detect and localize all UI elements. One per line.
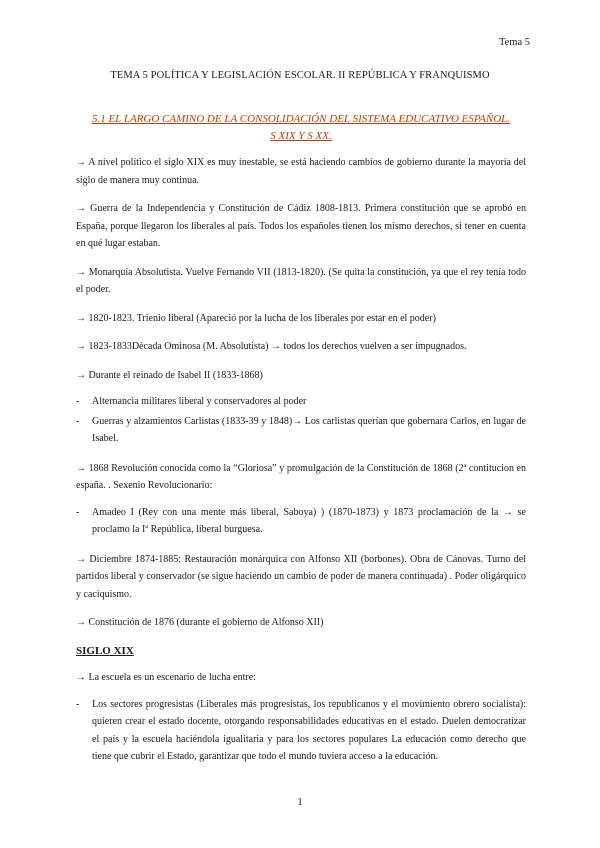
list-item: - Amadeo I (Rey con una mente más liberal, Saboya) ) (1870-1873) y 1873 proclamación de la → se proclamo la Iª República, liberal burguesa. [76, 506, 526, 535]
list-item: - Guerras y alzamientos Carlistas (1833-39 y 1848)→ Los carlistas querían que gobernara Carlos, en lugar de Isabel. [76, 415, 526, 444]
list-item: - Los sectores progresistas (Liberales más progresistas, los republicanos y el movimiento obrero socialista): quieren crear el estado docente, otorgando responsabilidades educativas en el estado. Duelen democratizar el país y la escuela haciéndola igualitaria y para los sectores populares La educación como derecho que tiene que cubrir el Estado, garantizar que todo el mundo tuviera acceso a la educación. [76, 698, 526, 762]
list-escuela [76, 696, 526, 766]
page-number: 1 [297, 796, 303, 808]
paragraph-6: → Durante el reinado de Isabel II (1833-1868) [76, 369, 263, 381]
section-title [76, 111, 526, 145]
list-item: - Alternancia militares liberal y conservadores al poder [76, 396, 307, 407]
paragraph-9: → Constitución de 1876 (durante el gobierno de Alfonso XII) [76, 617, 324, 628]
paragraph-2: → Guerra de la Independencia y Constitución de Cádiz 1808-1813. Primera constitución que se aprobó en España, porque llegaron los liberales al país. Todos los españoles tienen los mismo derechos, si tener en cuenta en qué lugar estaban. [76, 203, 526, 249]
paragraph-3: → Monarquía Absolutista. Vuelve Fernando VII (1813-1820). (Se quita la constitución, ya que el rey tenía todo el poder. [76, 266, 526, 295]
section-title-line2: S XIX Y S XX. [270, 130, 332, 142]
document-title: TEMA 5 POLÍTICA Y LEGISLACIÓN ESCOLAR. II REPÚBLICA Y FRANQUISMO [110, 70, 490, 81]
paragraph-1: → A nivel político el siglo XIX es muy inestable, se está haciendo cambios de gobierno durante la mayoría del siglo de manera muy continua. [76, 157, 526, 186]
document-body [76, 154, 526, 778]
section-title-line1: 5.1 EL LARGO CAMINO DE LA CONSOLIDACIÓN DEL SISTEMA EDUCATIVO ESPAÑOL. [91, 113, 511, 125]
subheading-siglo-xix: SIGLO XIX [76, 644, 134, 657]
paragraph-5: → 1823-1833Década Ominosa (M. Absolutista) → todos los derechos vuelven a ser impugnados. [76, 341, 467, 352]
paragraph-10: → La escuela es un escenario de lucha entre: [76, 672, 256, 683]
list-isabel [76, 393, 526, 448]
list-sexenio [76, 504, 526, 539]
paragraph-7: → 1868 Revolución conocida como la “Gloriosa” y promulgación de la Constitución de 1868 (2ª contitucion en españa. . Sexenio Revolucionario: [76, 462, 526, 491]
paragraph-8: → Diciembre 1874-1885: Restauración monárquica con Alfonso XII (borbones). Obra de Cánovas. Turno del partidos liberal y conservador (se sigue haciendo un cambio de poder de manera continuada) . Poder oligárquico y caciquismo. [76, 553, 526, 600]
paragraph-4: → 1820-1823. Trienio liberal (Apareció por la lucha de los liberales por estar en el poder) [76, 312, 436, 324]
header-topic: Tema 5 [498, 37, 530, 48]
